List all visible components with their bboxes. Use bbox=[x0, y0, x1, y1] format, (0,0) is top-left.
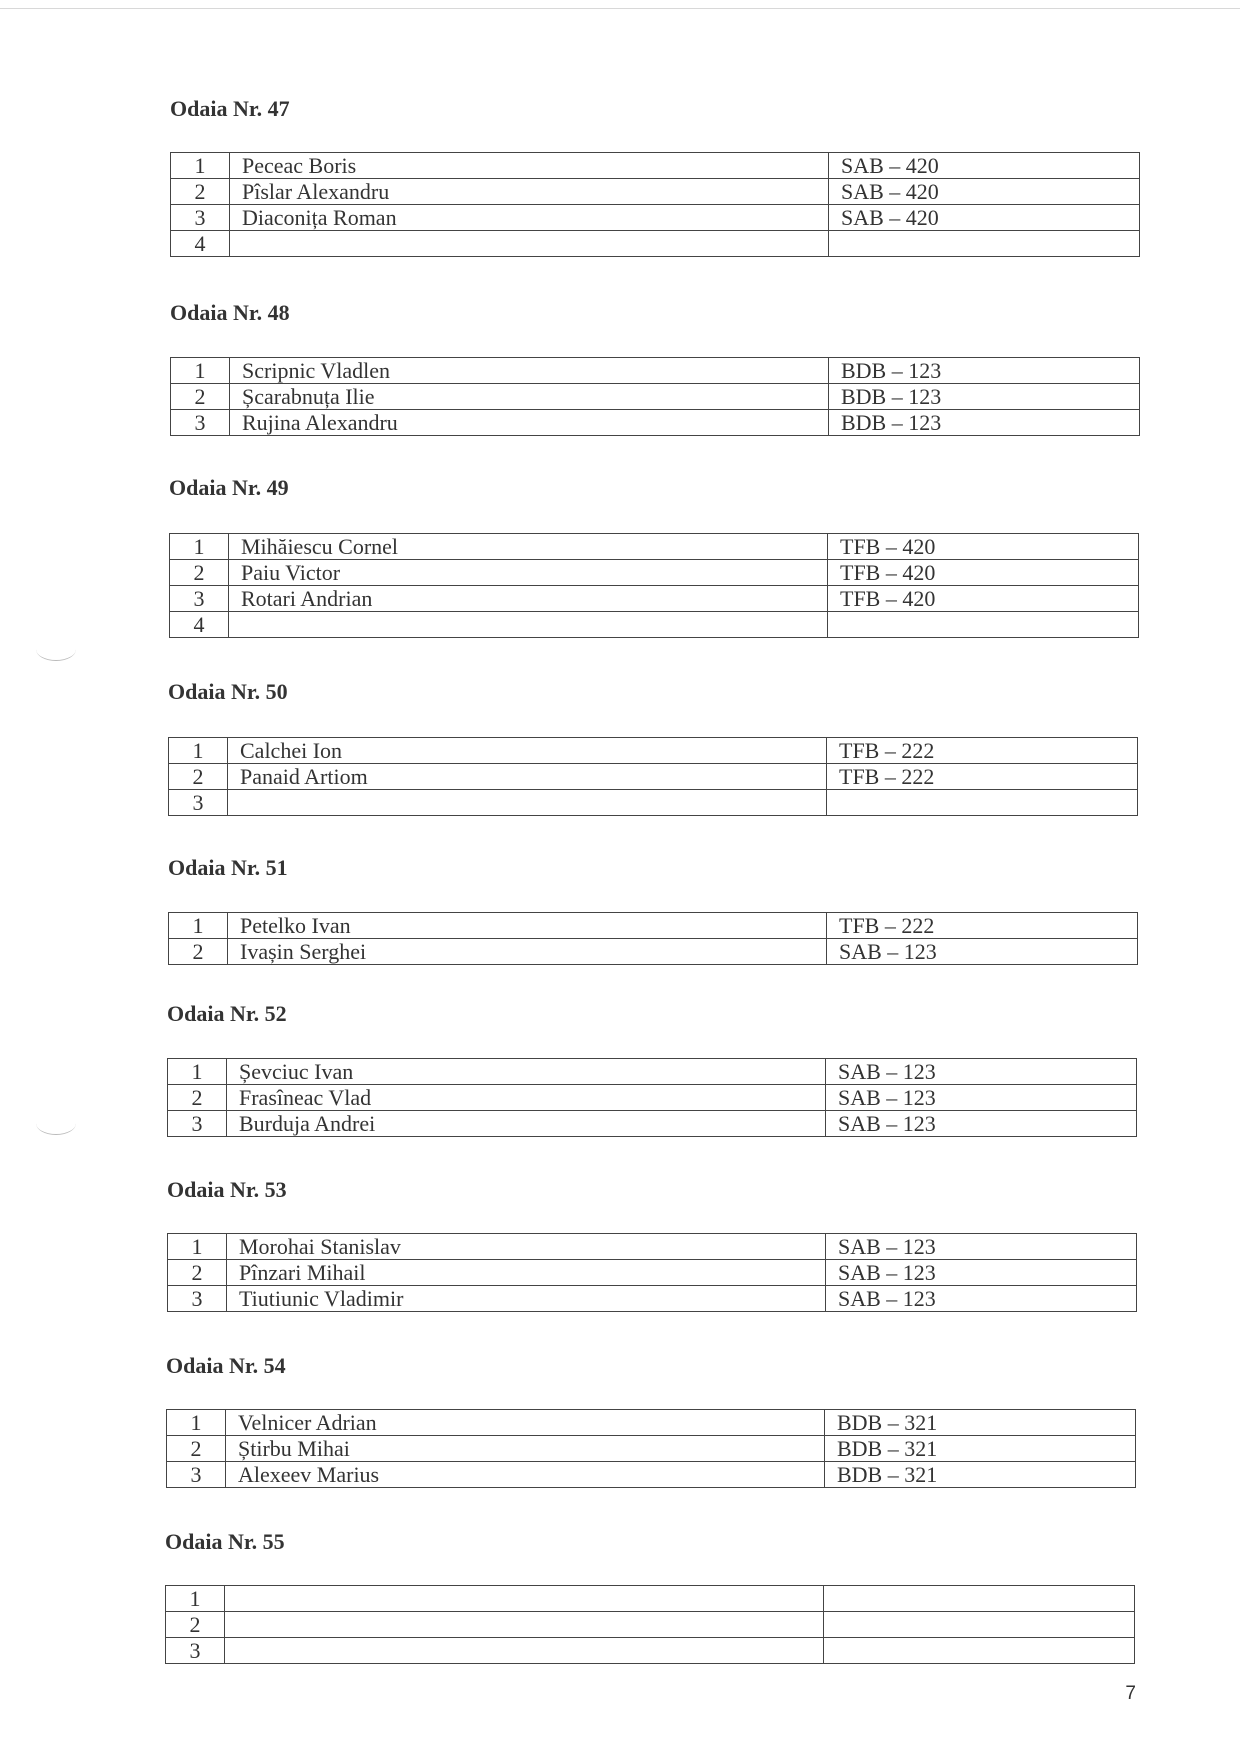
room-title: Odaia Nr. 50 bbox=[168, 679, 288, 704]
row-number: 3 bbox=[168, 1286, 227, 1312]
punch-hole-mark bbox=[36, 638, 76, 661]
student-name: Diaconița Roman bbox=[230, 205, 829, 231]
row-number: 1 bbox=[171, 153, 230, 179]
student-name: Burduja Andrei bbox=[227, 1111, 826, 1137]
table-row bbox=[171, 205, 1140, 231]
group-code: TFB – 420 bbox=[828, 534, 1139, 560]
room-table bbox=[166, 1409, 1136, 1488]
row-number: 3 bbox=[171, 410, 230, 436]
row-number: 3 bbox=[169, 790, 228, 816]
table-row bbox=[169, 764, 1138, 790]
table-row bbox=[169, 913, 1138, 939]
room-title: Odaia Nr. 55 bbox=[165, 1529, 285, 1554]
group-code: BDB – 123 bbox=[829, 358, 1140, 384]
student-name: Mihăiescu Cornel bbox=[229, 534, 828, 560]
table-row bbox=[171, 179, 1140, 205]
table-row bbox=[167, 1462, 1136, 1488]
row-number: 2 bbox=[169, 764, 228, 790]
room-table bbox=[167, 1233, 1137, 1312]
row-number: 1 bbox=[169, 738, 228, 764]
student-name: Rotari Andrian bbox=[229, 586, 828, 612]
student-name: Calchei Ion bbox=[228, 738, 827, 764]
room-table bbox=[169, 533, 1139, 638]
room-table bbox=[165, 1585, 1135, 1664]
student-name: Știrbu Mihai bbox=[226, 1436, 825, 1462]
table-row bbox=[167, 1436, 1136, 1462]
student-name bbox=[230, 231, 829, 257]
group-code bbox=[828, 612, 1139, 638]
group-code: SAB – 123 bbox=[826, 1234, 1137, 1260]
table-row bbox=[166, 1612, 1135, 1638]
table-row bbox=[166, 1638, 1135, 1664]
row-number: 1 bbox=[169, 913, 228, 939]
table-row bbox=[167, 1410, 1136, 1436]
group-code: SAB – 123 bbox=[826, 1059, 1137, 1085]
table-row bbox=[170, 586, 1139, 612]
table-row bbox=[168, 1234, 1137, 1260]
student-name bbox=[225, 1638, 824, 1664]
student-name: Petelko Ivan bbox=[228, 913, 827, 939]
group-code: SAB – 123 bbox=[826, 1085, 1137, 1111]
student-name: Paiu Victor bbox=[229, 560, 828, 586]
student-name: Alexeev Marius bbox=[226, 1462, 825, 1488]
group-code: SAB – 123 bbox=[826, 1111, 1137, 1137]
page-number: 7 bbox=[1125, 1683, 1136, 1704]
room-table bbox=[168, 912, 1138, 965]
row-number: 2 bbox=[168, 1260, 227, 1286]
group-code: TFB – 222 bbox=[827, 764, 1138, 790]
row-number: 1 bbox=[171, 358, 230, 384]
group-code bbox=[829, 231, 1140, 257]
row-number: 1 bbox=[168, 1234, 227, 1260]
group-code bbox=[824, 1586, 1135, 1612]
room-title: Odaia Nr. 54 bbox=[166, 1353, 286, 1378]
punch-hole-mark bbox=[36, 1112, 76, 1135]
table-row bbox=[171, 231, 1140, 257]
group-code: BDB – 321 bbox=[825, 1410, 1136, 1436]
room-table bbox=[170, 357, 1140, 436]
table-row bbox=[168, 1111, 1137, 1137]
table-row bbox=[171, 358, 1140, 384]
row-number: 2 bbox=[170, 560, 229, 586]
student-name bbox=[228, 790, 827, 816]
table-row bbox=[171, 384, 1140, 410]
row-number: 4 bbox=[171, 231, 230, 257]
student-name: Frasîneac Vlad bbox=[227, 1085, 826, 1111]
row-number: 1 bbox=[166, 1586, 225, 1612]
row-number: 3 bbox=[167, 1462, 226, 1488]
student-name bbox=[225, 1612, 824, 1638]
group-code: BDB – 123 bbox=[829, 410, 1140, 436]
group-code bbox=[824, 1638, 1135, 1664]
table-row bbox=[171, 153, 1140, 179]
group-code: BDB – 123 bbox=[829, 384, 1140, 410]
table-row bbox=[168, 1059, 1137, 1085]
row-number: 2 bbox=[166, 1612, 225, 1638]
room-table bbox=[167, 1058, 1137, 1137]
group-code: SAB – 420 bbox=[829, 153, 1140, 179]
table-row bbox=[168, 1286, 1137, 1312]
table-row bbox=[169, 738, 1138, 764]
student-name: Scripnic Vladlen bbox=[230, 358, 829, 384]
student-name: Peceac Boris bbox=[230, 153, 829, 179]
room-table bbox=[168, 737, 1138, 816]
room-title: Odaia Nr. 52 bbox=[167, 1001, 287, 1026]
row-number: 1 bbox=[168, 1059, 227, 1085]
group-code: TFB – 420 bbox=[828, 586, 1139, 612]
group-code: TFB – 420 bbox=[828, 560, 1139, 586]
student-name: Șevciuc Ivan bbox=[227, 1059, 826, 1085]
room-title: Odaia Nr. 47 bbox=[170, 96, 290, 121]
student-name: Panaid Artiom bbox=[228, 764, 827, 790]
group-code: TFB – 222 bbox=[827, 913, 1138, 939]
table-row bbox=[170, 560, 1139, 586]
row-number: 1 bbox=[170, 534, 229, 560]
table-row bbox=[169, 790, 1138, 816]
row-number: 4 bbox=[170, 612, 229, 638]
student-name: Pînzari Mihail bbox=[227, 1260, 826, 1286]
student-name bbox=[225, 1586, 824, 1612]
room-title: Odaia Nr. 48 bbox=[170, 300, 290, 325]
room-title: Odaia Nr. 51 bbox=[168, 855, 288, 880]
group-code: SAB – 123 bbox=[826, 1260, 1137, 1286]
row-number: 3 bbox=[171, 205, 230, 231]
table-row bbox=[166, 1586, 1135, 1612]
group-code: BDB – 321 bbox=[825, 1462, 1136, 1488]
student-name: Rujina Alexandru bbox=[230, 410, 829, 436]
student-name: Ivașin Serghei bbox=[228, 939, 827, 965]
group-code: SAB – 420 bbox=[829, 179, 1140, 205]
student-name: Pîslar Alexandru bbox=[230, 179, 829, 205]
row-number: 3 bbox=[168, 1111, 227, 1137]
row-number: 2 bbox=[171, 179, 230, 205]
room-title: Odaia Nr. 49 bbox=[169, 475, 289, 500]
table-row bbox=[170, 534, 1139, 560]
group-code bbox=[824, 1612, 1135, 1638]
row-number: 1 bbox=[167, 1410, 226, 1436]
row-number: 3 bbox=[166, 1638, 225, 1664]
student-name: Tiutiunic Vladimir bbox=[227, 1286, 826, 1312]
row-number: 2 bbox=[168, 1085, 227, 1111]
table-row bbox=[171, 410, 1140, 436]
student-name bbox=[229, 612, 828, 638]
room-title: Odaia Nr. 53 bbox=[167, 1177, 287, 1202]
group-code: SAB – 123 bbox=[826, 1286, 1137, 1312]
table-row bbox=[168, 1260, 1137, 1286]
group-code: SAB – 123 bbox=[827, 939, 1138, 965]
row-number: 3 bbox=[170, 586, 229, 612]
row-number: 2 bbox=[167, 1436, 226, 1462]
row-number: 2 bbox=[169, 939, 228, 965]
group-code: SAB – 420 bbox=[829, 205, 1140, 231]
table-row bbox=[168, 1085, 1137, 1111]
table-row bbox=[169, 939, 1138, 965]
group-code: TFB – 222 bbox=[827, 738, 1138, 764]
row-number: 2 bbox=[171, 384, 230, 410]
student-name: Velnicer Adrian bbox=[226, 1410, 825, 1436]
student-name: Morohai Stanislav bbox=[227, 1234, 826, 1260]
student-name: Șcarabnuța Ilie bbox=[230, 384, 829, 410]
group-code: BDB – 321 bbox=[825, 1436, 1136, 1462]
room-table bbox=[170, 152, 1140, 257]
table-row bbox=[170, 612, 1139, 638]
group-code bbox=[827, 790, 1138, 816]
page-edge bbox=[0, 8, 1240, 9]
